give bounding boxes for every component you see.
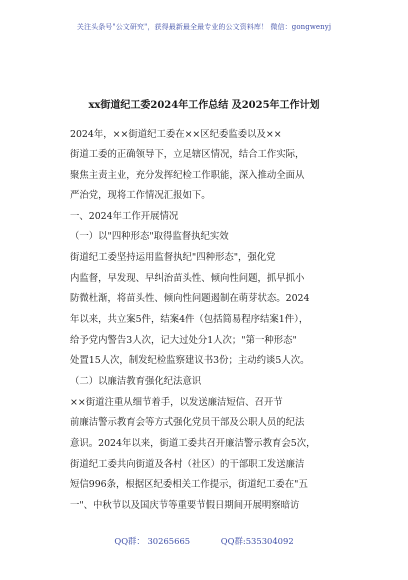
body-line: （二）以廉洁教育强化纪法意识 (70, 376, 202, 387)
body-line: 街道纪工委共向街道及各村（社区）的干部职工发送廉洁 (70, 459, 305, 470)
body-line: 内监督，早发现、早纠治苗头性、倾向性问题，抓早抓小 (70, 273, 305, 284)
body-line: 2024年，××街道纪工委在××区纪委监委以及×× (70, 129, 282, 140)
document-title: xx街道纪工委2024年工作总结 及2025年工作计划 (88, 100, 320, 111)
body-line: 短信996条，根据区纪委相关工作提示，街道纪工委在"五 (70, 479, 308, 490)
body-line: 防微杜渐，将苗头性、倾向性问题遏制在萌芽状态。2024 (70, 293, 310, 304)
qq-group-2: QQ群:535304092 (220, 536, 294, 546)
body-line: 处置15人次，制发纪检监察建议书3份；主动约谈5人次。 (70, 355, 310, 366)
body-line: 严治党，现将工作情况汇报如下。 (70, 190, 211, 201)
body-line: ××街道注重从细节着手，以发送廉洁短信、召开节 (70, 397, 283, 408)
body-line: 意识。2024年以来，街道工委共召开廉洁警示教育会5次， (70, 438, 316, 449)
body-line: 年以来，共立案5件，结案4件（包括简易程序结案1件）， (70, 314, 309, 325)
body-line: 前廉洁警示教育会等方式强化党员干部及公职人员的纪法 (70, 417, 305, 428)
qq-group-1: QQ群： 30265665 (114, 536, 191, 546)
body-line: （一）以"四种形态"取得监督执纪实效 (70, 231, 229, 242)
body-line: 街道纪工委坚持运用监督执纪"四种形态"，强化党 (70, 252, 276, 263)
body-line: 聚焦主责主业，充分发挥纪检工作职能，深入推动全面从 (70, 170, 305, 181)
body-line: 一"、中秋节以及国庆节等重要节假日期间开展明察暗访 (70, 500, 300, 511)
body-line: 一、2024年工作开展情况 (70, 211, 179, 222)
body-line: 街道工委的正确领导下，立足辖区情况，结合工作实际， (70, 149, 305, 160)
promo-banner: 关注头条号"公文研究"，获得最新最全最专业的公文资料库！ 微信：gongwenyj (76, 23, 332, 31)
footer-contact (0, 535, 408, 547)
body-line: 给予党内警告3人次，记大过处分1人次；"第一种形态" (70, 335, 297, 346)
